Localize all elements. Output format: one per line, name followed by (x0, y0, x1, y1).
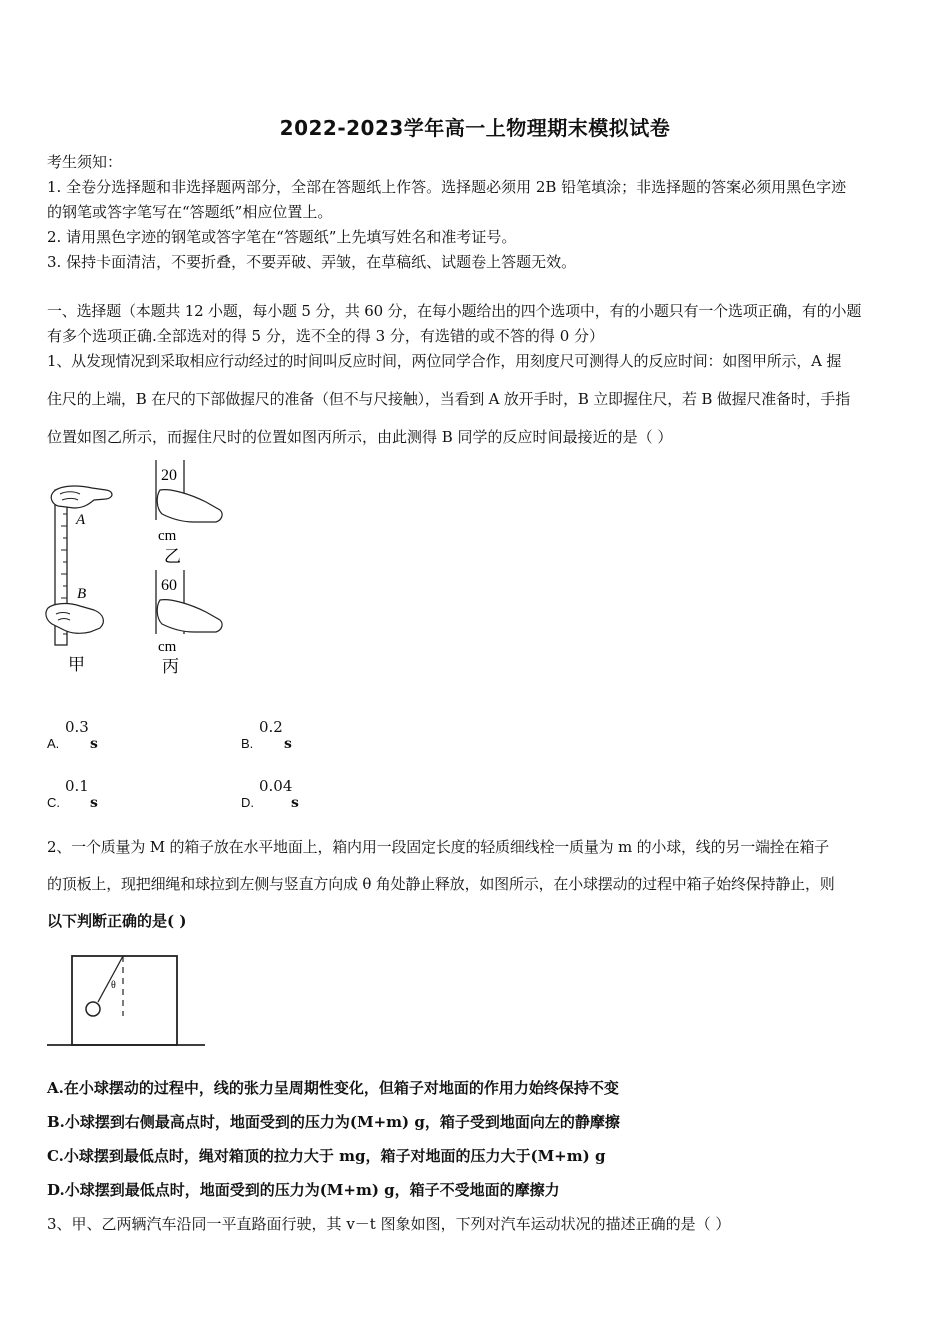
option-label: D. (241, 795, 254, 810)
label-b: B (77, 586, 87, 602)
option-unit: s (284, 736, 292, 752)
notice-heading: 考生须知： (47, 153, 123, 171)
option-value: 0.1 (65, 777, 89, 795)
hand-a-icon (51, 486, 112, 508)
q1-line-1: 1、从发现情况到采取相应行动经过的时间叫反应时间，两位同学合作，用刻度尺可测得人的反应时间：如图甲所示，A 握 (47, 352, 842, 370)
q1-ruler-figure (44, 458, 234, 683)
option-value: 0.04 (259, 777, 293, 795)
q2-line-1: 2、一个质量为 M 的箱子放在水平地面上，箱内用一段固定长度的轻质细线栓一质量为 m 的小球，线的另一端拴在箱子 (47, 838, 830, 856)
q2-line-3: 以下判断正确的是( ) (47, 912, 187, 930)
q2-option-c[interactable]: C.小球摆到最低点时，绳对箱顶的拉力大于 mg，箱子对地面的压力大于(M+m) g (47, 1147, 606, 1165)
hand-yi-icon (157, 490, 222, 522)
box-outline (72, 956, 177, 1045)
option-unit: s (90, 736, 98, 752)
option-value: 0.2 (259, 718, 283, 736)
unit-bing: cm (158, 639, 177, 655)
q2-option-a[interactable]: A.在小球摆动的过程中，线的张力呈周期性变化，但箱子对地面的作用力始终保持不变 (47, 1079, 619, 1097)
option-label: A. (47, 736, 60, 751)
q2-option-b[interactable]: B.小球摆到右侧最高点时，地面受到的压力为(M+m) g，箱子受到地面向左的静摩擦 (47, 1113, 620, 1131)
reading-bottom: 60 (161, 577, 177, 594)
option-value: 0.3 (65, 718, 89, 736)
reading-top: 20 (161, 467, 177, 484)
q1-line-3: 位置如图乙所示，而握住尺时的位置如图丙所示，由此测得 B 同学的反应时间最接近的是（ ） (47, 428, 673, 446)
notice-item-2: 2. 请用黑色字迹的钢笔或答字笔在“答题纸”上先填写姓名和准考证号。 (47, 228, 517, 246)
caption-bing: 丙 (162, 657, 179, 676)
notice-item-1-cont: 的钢笔或答字笔写在“答题纸”相应位置上。 (47, 203, 333, 221)
label-a: A (76, 512, 86, 528)
option-unit: s (90, 795, 98, 811)
page-title: 2022-2023学年高一上物理期末模拟试卷 (279, 116, 671, 140)
section-heading-line-1: 一、选择题（本题共 12 小题，每小题 5 分，共 60 分，在每小题给出的四个选项中，有的小题只有一个选项正确，有的小题 (47, 302, 862, 320)
q2-box-pendulum-figure (45, 950, 210, 1050)
hand-bing-icon (157, 600, 222, 632)
option-label: C. (47, 795, 60, 810)
section-heading-line-2: 有多个选项正确.全部选对的得 5 分，选不全的得 3 分，有选错的或不答的得 0 分） (47, 327, 605, 345)
angle-label: θ (111, 980, 116, 991)
option-unit: s (291, 795, 299, 811)
ball-icon (86, 1002, 100, 1016)
caption-jia: 甲 (68, 655, 85, 674)
notice-item-3: 3. 保持卡面清洁，不要折叠，不要弄破、弄皱，在草稿纸、试题卷上答题无效。 (47, 253, 577, 271)
q1-line-2: 住尺的上端，B 在尺的下部做握尺的准备（但不与尺接触），当看到 A 放开手时，B 立即握住尺，若 B 做握尺准备时，手指 (47, 390, 851, 408)
q3-line-1: 3、甲、乙两辆汽车沿同一平直路面行驶，其 v－t 图象如图，下列对汽车运动状况的描述正确的是（ ） (47, 1215, 731, 1233)
caption-yi: 乙 (164, 547, 181, 566)
option-label: B. (241, 736, 254, 751)
unit-yi: cm (158, 528, 177, 544)
notice-item-1: 1. 全卷分选择题和非选择题两部分，全部在答题纸上作答。选择题必须用 2B 铅笔填涂；非选择题的答案必须用黑色字迹 (47, 178, 847, 196)
q2-line-2: 的顶板上，现把细绳和球拉到左侧与竖直方向成 θ 角处静止释放，如图所示，在小球摆动的过程中箱子始终保持静止，则 (47, 875, 835, 893)
q2-option-d[interactable]: D.小球摆到最低点时，地面受到的压力为(M+m) g，箱子不受地面的摩擦力 (47, 1181, 560, 1199)
string-line (98, 956, 123, 1002)
